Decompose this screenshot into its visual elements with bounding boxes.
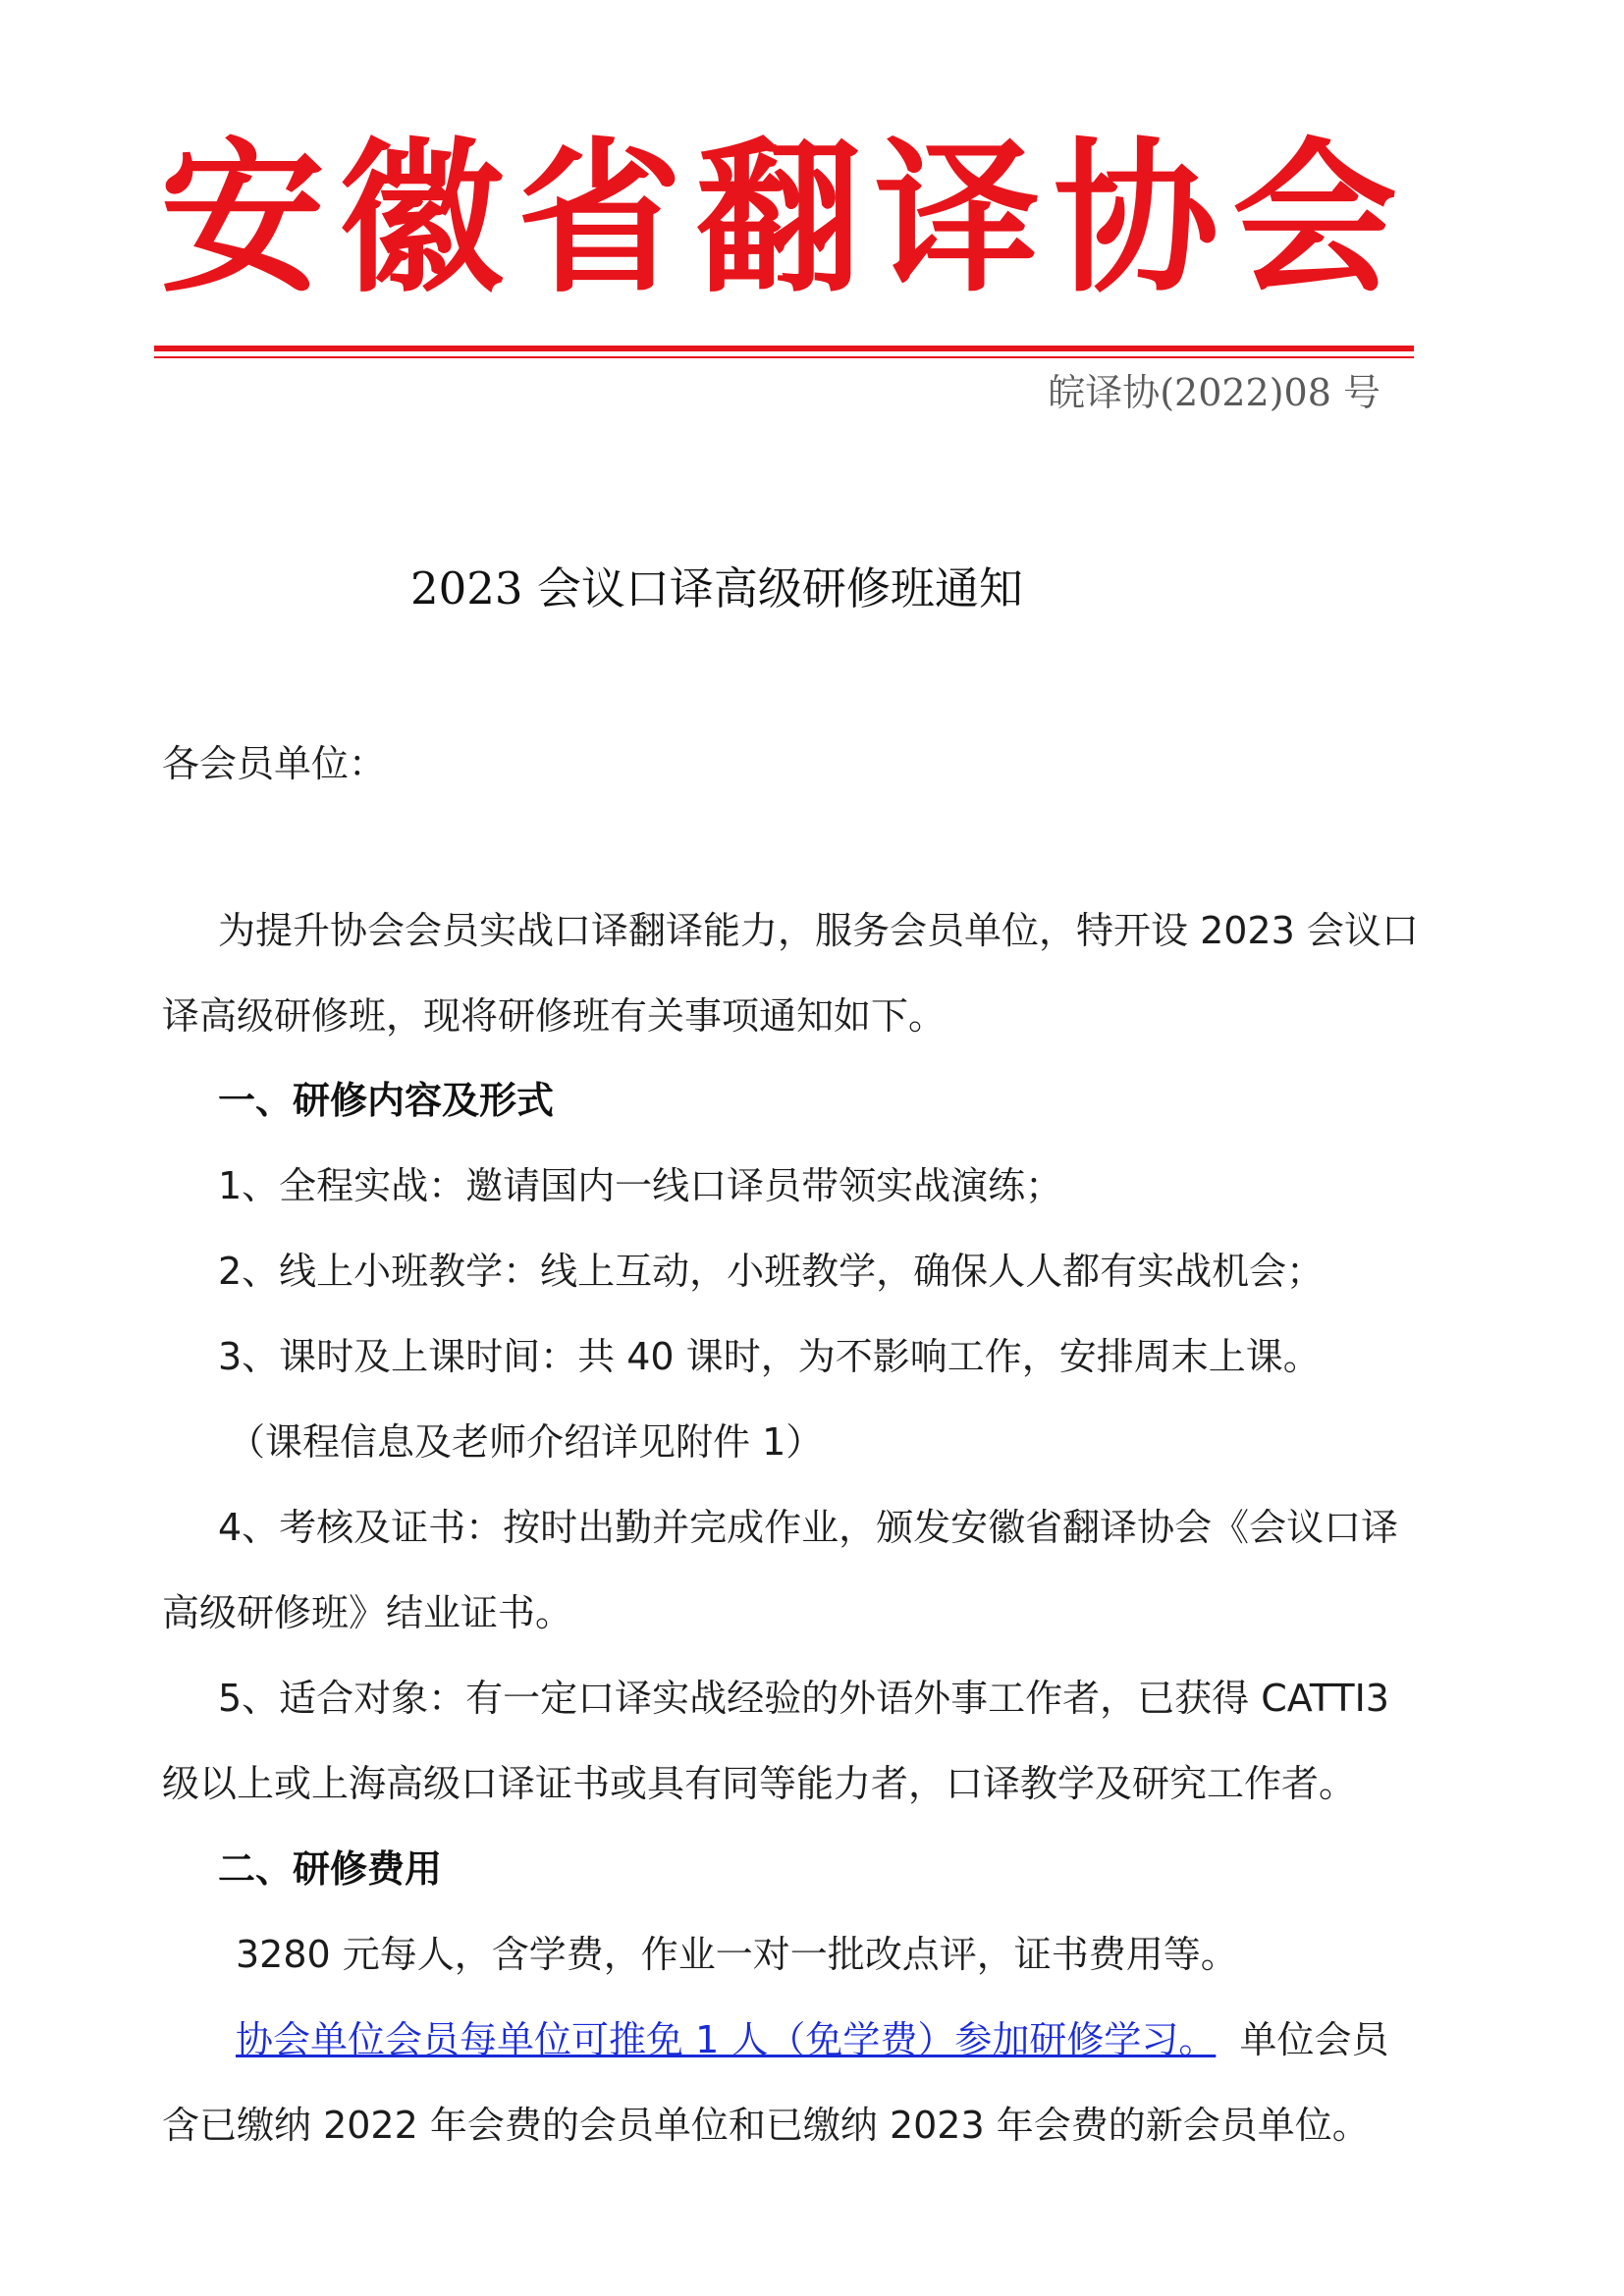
- letterhead-org-name: 安徽省翻译协会: [160, 121, 1411, 315]
- intro-line-1: 为提升协会会员实战口译翻译能力，服务会员单位，特开设 2023 会议口: [218, 909, 1419, 952]
- item-1: 1、全程实战：邀请国内一线口译员带领实战演练；: [218, 1164, 1063, 1207]
- item-4-line-2: 高级研修班》结业证书。: [162, 1591, 573, 1634]
- document-title: 2023 会议口译高级研修班通知: [410, 562, 1023, 614]
- item-3: 3、课时及上课时间：共 40 课时，为不影响工作，安排周末上课。: [218, 1335, 1321, 1378]
- member-definition-line: 含已缴纳 2022 年会费的会员单位和已缴纳 2023 年会费的新会员单位。: [162, 2104, 1370, 2147]
- letterhead-rule-thin: [154, 356, 1414, 358]
- item-2: 2、线上小班教学：线上互动，小班教学，确保人人都有实战机会；: [218, 1250, 1325, 1293]
- intro-line-2: 译高级研修班，现将研修班有关事项通知如下。: [162, 994, 947, 1038]
- item-3-note: （课程信息及老师介绍详见附件 1）: [228, 1420, 824, 1464]
- member-unit-text: 单位会员: [1239, 2018, 1389, 2061]
- fee-line: 3280 元每人，含学费，作业一对一批改点评，证书费用等。: [236, 1933, 1238, 1976]
- spacer: [1216, 2018, 1239, 2061]
- section-2-heading: 二、研修费用: [218, 1847, 443, 1891]
- salutation: 各会员单位：: [162, 742, 387, 785]
- document-number: 皖译协(2022)08 号: [1048, 371, 1380, 414]
- section-1-heading: 一、研修内容及形式: [218, 1079, 555, 1122]
- fee-waiver-line: [236, 2010, 1389, 2069]
- item-5-line-1: 5、适合对象：有一定口译实战经验的外语外事工作者，已获得 CATTI3: [218, 1677, 1389, 1720]
- item-4-line-1: 4、考核及证书：按时出勤并完成作业，颁发安徽省翻译协会《会议口译: [218, 1506, 1399, 1549]
- letterhead-rule-thick: [154, 346, 1414, 351]
- fee-waiver-link[interactable]: 协会单位会员每单位可推免 1 人（免学费）参加研修学习。: [236, 2018, 1217, 2061]
- item-5-line-2: 级以上或上海高级口译证书或具有同等能力者，口译教学及研究工作者。: [162, 1762, 1357, 1805]
